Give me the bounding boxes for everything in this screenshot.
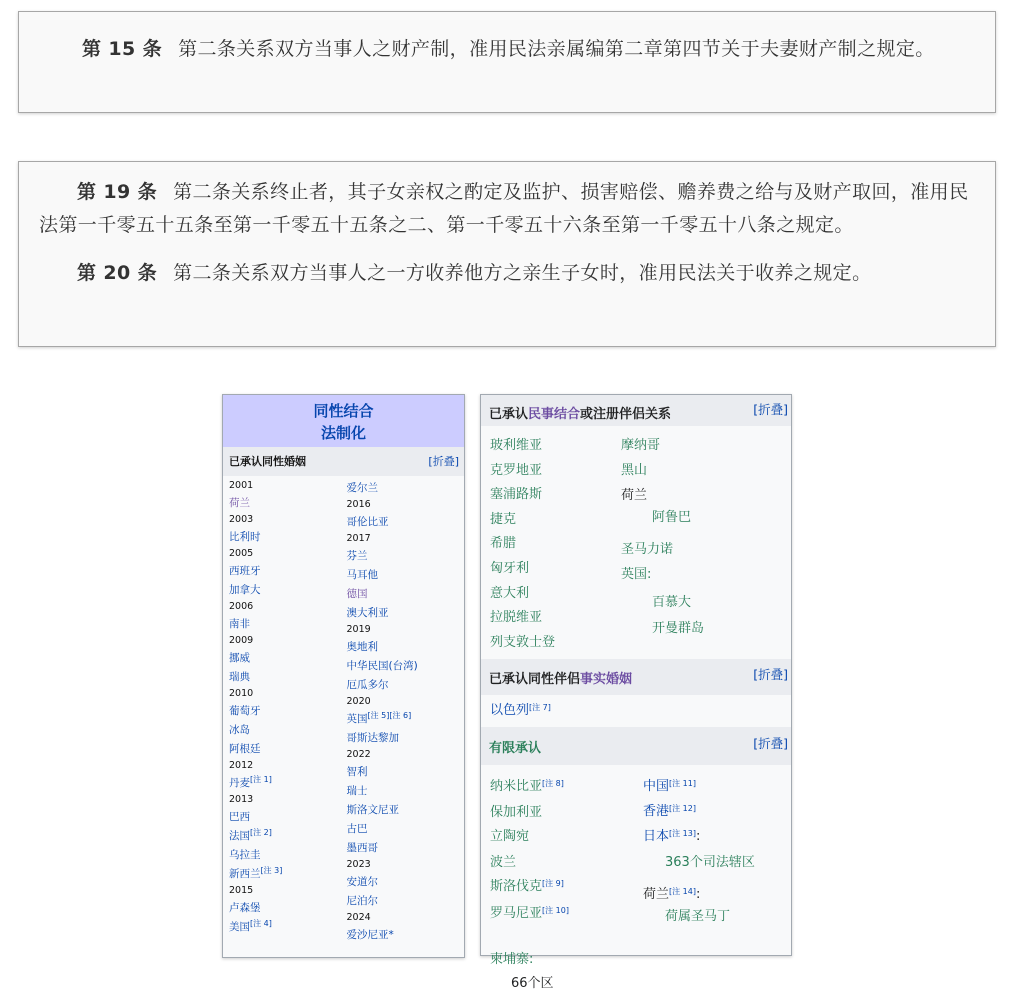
- country-link[interactable]: 匈牙利: [490, 561, 530, 576]
- territory-link[interactable]: 百慕大: [652, 595, 692, 610]
- country-link[interactable]: 斯洛文尼亚: [346, 804, 399, 816]
- civil-union-link[interactable]: 民事结合: [528, 407, 581, 422]
- country-link[interactable]: 尼泊尔: [346, 895, 378, 907]
- year-label: 2010: [229, 688, 254, 699]
- country-link[interactable]: 智利: [346, 766, 368, 778]
- civil-union-list: [481, 426, 791, 659]
- article-number: 第 20 条: [77, 262, 158, 284]
- year-label: 2016: [346, 499, 371, 510]
- year-label: 2013: [229, 794, 254, 805]
- country-link[interactable]: 南非: [229, 618, 250, 630]
- article-text: 第二条关系双方当事人之一方收养他方之亲生子女时，准用民法关于收养之规定。: [173, 262, 872, 284]
- collapse-button[interactable]: [折叠]: [753, 736, 788, 751]
- country-link[interactable]: 奥地利: [346, 641, 378, 653]
- section-title: 已承认同性婚姻: [229, 455, 306, 468]
- year-label: 2009: [229, 635, 254, 646]
- country-link[interactable]: 安道尔: [346, 876, 378, 888]
- country-link[interactable]: 加拿大: [229, 584, 261, 596]
- limited-recognition-list: [481, 765, 791, 991]
- country-link[interactable]: 芬兰: [346, 550, 368, 562]
- marriage-country-list: [223, 476, 464, 945]
- country-link[interactable]: 希腊: [490, 536, 517, 552]
- country-link[interactable]: 墨西哥: [346, 842, 378, 854]
- section-header-limited: [481, 727, 791, 765]
- country-link[interactable]: 比利时: [229, 531, 261, 543]
- country-link[interactable]: 玻利维亚: [490, 438, 543, 453]
- article-number: 第 19 条: [77, 181, 158, 203]
- country-link[interactable]: 爱沙尼亚*: [346, 929, 394, 941]
- country-link[interactable]: 新西兰[注 3]: [229, 866, 283, 880]
- country-link[interactable]: 马耳他: [346, 569, 378, 581]
- year-label: 2005: [229, 548, 254, 559]
- footnote-ref[interactable]: [注 3]: [260, 866, 283, 875]
- country-link[interactable]: 瑞士: [346, 785, 368, 797]
- section-title: 已承认民事结合或注册伴侣关系: [489, 407, 672, 422]
- country-label-uk[interactable]: 英国:: [621, 567, 652, 582]
- country-link[interactable]: 捷克: [490, 511, 517, 527]
- de-facto-link[interactable]: 事实婚姻: [580, 672, 633, 687]
- country-label: 荷兰[注 14]:: [643, 887, 701, 902]
- section-title: 有限承认: [489, 741, 542, 756]
- footnote-ref[interactable]: [注 14]: [669, 887, 696, 896]
- section-header-de-facto: [481, 659, 791, 695]
- de-facto-list: [481, 695, 791, 727]
- footnote-ref[interactable]: [注 5][注 6]: [367, 711, 412, 720]
- country-link[interactable]: 保加利亚: [490, 805, 543, 820]
- territory-link[interactable]: 阿鲁巴: [652, 510, 692, 525]
- country-link[interactable]: 斯洛伐克[注 9]: [490, 879, 564, 894]
- cambodia-districts: 66个区: [511, 976, 554, 991]
- footnote-ref[interactable]: [注 7]: [529, 703, 551, 712]
- footnote-ref[interactable]: [注 13]: [669, 829, 696, 838]
- country-column-right: [347, 479, 465, 945]
- country-link[interactable]: 乌拉圭: [229, 849, 261, 861]
- country-label: 荷兰: [621, 488, 648, 503]
- collapse-button[interactable]: [折叠]: [753, 667, 788, 682]
- country-label-cambodia[interactable]: 柬埔寨:: [490, 952, 534, 967]
- country-link[interactable]: 荷兰: [229, 497, 250, 509]
- country-link[interactable]: 巴西: [229, 811, 250, 823]
- country-link[interactable]: 日本[注 13]:: [643, 829, 701, 844]
- country-link[interactable]: 以色列[注 7]: [490, 703, 551, 718]
- civil-union-navbox: [480, 394, 792, 991]
- article-15: [44, 33, 971, 66]
- section-header-civil-union: [481, 395, 791, 426]
- country-link[interactable]: 美国[注 4]: [229, 919, 272, 933]
- country-link[interactable]: 冰岛: [229, 724, 250, 736]
- country-link[interactable]: 爱尔兰: [346, 482, 378, 494]
- year-label: 2022: [346, 749, 371, 760]
- footnote-ref[interactable]: [注 4]: [250, 919, 272, 928]
- year-label: 2003: [229, 514, 254, 525]
- section-title: 已承认同性伴侣事实婚姻: [489, 672, 633, 687]
- country-link[interactable]: 波兰: [490, 855, 517, 870]
- year-label: 2006: [229, 601, 254, 612]
- territory-link[interactable]: 荷属圣马丁: [665, 909, 731, 924]
- footnote-ref[interactable]: [注 10]: [542, 906, 569, 915]
- year-label: 2017: [346, 533, 371, 544]
- country-link[interactable]: 圣马力诺: [621, 542, 674, 557]
- year-label: 2024: [346, 912, 371, 923]
- country-link[interactable]: 罗马尼亚[注 10]: [490, 906, 569, 921]
- country-link[interactable]: 阿根廷: [229, 743, 261, 755]
- territory-link[interactable]: 开曼群岛: [652, 621, 705, 636]
- country-link[interactable]: 拉脱维亚: [490, 610, 543, 626]
- country-link[interactable]: 塞浦路斯: [490, 487, 543, 503]
- footnote-ref[interactable]: [注 1]: [250, 775, 272, 784]
- country-link[interactable]: 挪威: [229, 652, 250, 664]
- year-label: 2020: [346, 696, 371, 707]
- country-link[interactable]: 列支敦士登: [490, 634, 556, 650]
- country-link[interactable]: 丹麦[注 1]: [229, 775, 272, 789]
- footnote-ref[interactable]: [注 8]: [542, 779, 564, 788]
- year-label: 2019: [346, 624, 371, 635]
- article-text: 第二条关系终止者，其子女亲权之酌定及监护、损害赔偿、赡养费之给与及财产取回，准用民法第一千零五十五条至第一千零五十五条之二、第一千零五十六条至第一千零五十八条之规定。: [39, 181, 969, 236]
- article-number: 第 15 条: [82, 38, 163, 60]
- country-link[interactable]: 德国: [346, 588, 368, 600]
- article-20: [39, 257, 971, 290]
- jurisdictions-link[interactable]: 363个司法辖区: [665, 855, 755, 870]
- footnote-ref[interactable]: [注 2]: [250, 828, 272, 837]
- country-link[interactable]: 卢森堡: [229, 902, 261, 914]
- country-link[interactable]: 立陶宛: [490, 829, 530, 844]
- article-box-15: [18, 11, 996, 113]
- country-link[interactable]: 克罗地亚: [490, 462, 543, 478]
- country-link[interactable]: 意大利: [490, 585, 530, 601]
- article-19: [39, 176, 971, 242]
- country-link[interactable]: 黑山: [621, 463, 648, 478]
- footnote-ref[interactable]: [注 9]: [542, 879, 564, 888]
- same-sex-union-navbox: [222, 394, 465, 958]
- section-header-same-sex-marriage: [223, 447, 464, 476]
- country-link[interactable]: 西班牙: [229, 565, 261, 577]
- year-label: 2012: [229, 760, 254, 771]
- navbox-title: [223, 395, 464, 447]
- navbox-title-line2[interactable]: 法制化: [320, 424, 366, 442]
- country-link[interactable]: 香港[注 12]: [643, 804, 696, 819]
- year-label: 2015: [229, 885, 254, 896]
- country-link[interactable]: 瑞典: [229, 671, 250, 683]
- navbox-title-line1[interactable]: 同性结合: [313, 402, 374, 420]
- collapse-button[interactable]: [折叠]: [753, 402, 788, 417]
- country-link[interactable]: 哥斯达黎加: [346, 732, 399, 744]
- year-label: 2001: [229, 480, 254, 491]
- country-link[interactable]: 法国[注 2]: [229, 828, 272, 842]
- country-link[interactable]: 英国[注 5][注 6]: [346, 711, 412, 725]
- article-text: 第二条关系双方当事人之财产制，准用民法亲属编第二章第四节关于夫妻财产制之规定。: [178, 38, 935, 60]
- country-link[interactable]: 摩纳哥: [621, 438, 661, 453]
- collapse-button[interactable]: [折叠]: [428, 455, 459, 468]
- country-link[interactable]: 中国[注 11]: [643, 779, 696, 794]
- country-link[interactable]: 厄瓜多尔: [346, 679, 389, 691]
- footnote-ref[interactable]: [注 11]: [669, 779, 696, 788]
- country-link[interactable]: 哥伦比亚: [346, 516, 389, 528]
- footnote-ref[interactable]: [注 12]: [669, 804, 696, 813]
- country-link[interactable]: 澳大利亚: [346, 607, 389, 619]
- country-link[interactable]: 古巴: [346, 823, 368, 835]
- country-link[interactable]: 纳米比亚[注 8]: [490, 779, 564, 794]
- article-box-19-20: [18, 161, 996, 347]
- country-column-left: [229, 479, 347, 945]
- year-label: 2023: [346, 859, 371, 870]
- country-link[interactable]: 中华民国(台湾): [346, 660, 418, 672]
- country-link[interactable]: 葡萄牙: [229, 705, 261, 717]
